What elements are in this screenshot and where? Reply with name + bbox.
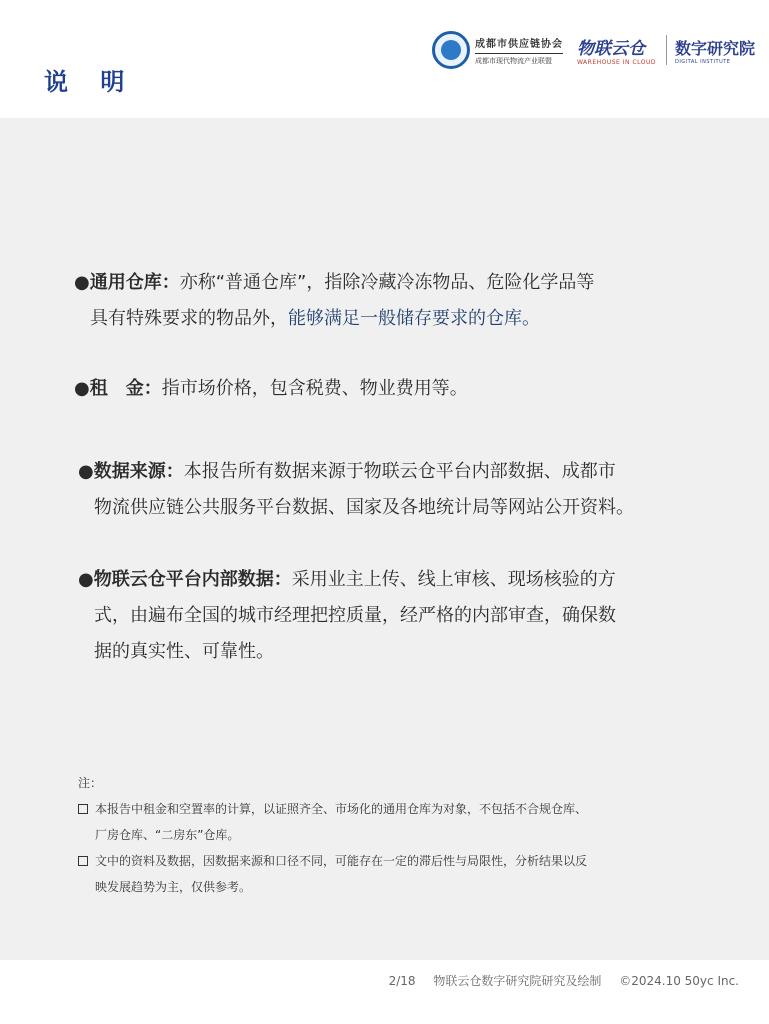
brand-logo bbox=[577, 34, 656, 66]
institute-sub: DIGITAL INSTITUTE bbox=[674, 58, 731, 65]
checkbox-square-icon bbox=[78, 856, 88, 866]
bullet-icon: ● bbox=[74, 378, 90, 399]
definition-term: 租 金： bbox=[89, 378, 162, 399]
page-number: 2/18 bbox=[388, 974, 416, 988]
note-text: 厂房仓库、“二房东”仓库。 bbox=[95, 828, 240, 842]
definition-data-source bbox=[78, 454, 634, 526]
definition-term: 通用仓库： bbox=[89, 272, 180, 293]
definition-term: 数据来源： bbox=[93, 461, 184, 482]
page-title: 说 明 bbox=[44, 68, 137, 96]
note-text: 文中的资料及数据，因数据来源和口径不同，可能存在一定的滞后性与局限性，分析结果以反 bbox=[95, 854, 588, 868]
definition-general-warehouse bbox=[74, 265, 594, 337]
bullet-icon: ● bbox=[78, 461, 94, 482]
association-logo bbox=[475, 35, 563, 66]
definition-text: 采用业主上传、线上审核、现场核验的方 bbox=[291, 569, 616, 590]
logo-group bbox=[432, 26, 755, 74]
definition-text: 物流供应链公共服务平台数据、国家及各地统计局等网站公开资料。 bbox=[94, 497, 634, 518]
bullet-icon: ● bbox=[74, 272, 90, 293]
page-header bbox=[0, 0, 769, 118]
bullet-icon: ● bbox=[78, 569, 94, 590]
checkbox-square-icon bbox=[78, 804, 88, 814]
brand-name: 物联云仓 bbox=[576, 39, 645, 59]
institute-name: 数字研究院 bbox=[674, 38, 755, 58]
page-footer bbox=[0, 960, 769, 1024]
definition-text: 具有特殊要求的物品外， bbox=[90, 308, 288, 329]
definition-text: 指市场价格，包含税费、物业费用等。 bbox=[161, 378, 468, 399]
footer-copyright: ©2024.10 50yc Inc. bbox=[619, 974, 739, 988]
note-text: 本报告中租金和空置率的计算，以证照齐全、市场化的通用仓库为对象，不包括不合规仓库、 bbox=[95, 802, 588, 816]
footer-credit: 物联云仓数字研究院研究及绘制 bbox=[433, 974, 602, 988]
definition-text: 据的真实性、可靠性。 bbox=[94, 641, 274, 662]
definition-rent bbox=[74, 371, 468, 407]
association-seal-icon bbox=[432, 31, 470, 69]
notes-label: 注： bbox=[78, 776, 103, 790]
definition-text: 式，由遍布全国的城市经理把控质量，经严格的内部审查，确保数 bbox=[94, 605, 616, 626]
association-sub: 成都市现代物流产业联盟 bbox=[475, 53, 563, 66]
brand-sub: WAREHOUSE IN CLOUD bbox=[576, 59, 656, 66]
association-name: 成都市供应链协会 bbox=[474, 38, 563, 50]
notes-section bbox=[78, 770, 587, 900]
note-text: 映发展趋势为主，仅供参考。 bbox=[95, 880, 252, 894]
definition-text-highlight: 能够满足一般储存要求的仓库。 bbox=[288, 308, 540, 329]
logo-divider bbox=[666, 35, 667, 65]
definition-text: 亦称“普通仓库”，指除冷藏冷冻物品、危险化学品等 bbox=[179, 272, 595, 293]
definition-text: 本报告所有数据来源于物联云仓平台内部数据、成都市 bbox=[183, 461, 616, 482]
institute-logo bbox=[675, 36, 755, 65]
definition-term: 物联云仓平台内部数据： bbox=[93, 569, 292, 590]
definition-platform-data bbox=[78, 562, 616, 670]
